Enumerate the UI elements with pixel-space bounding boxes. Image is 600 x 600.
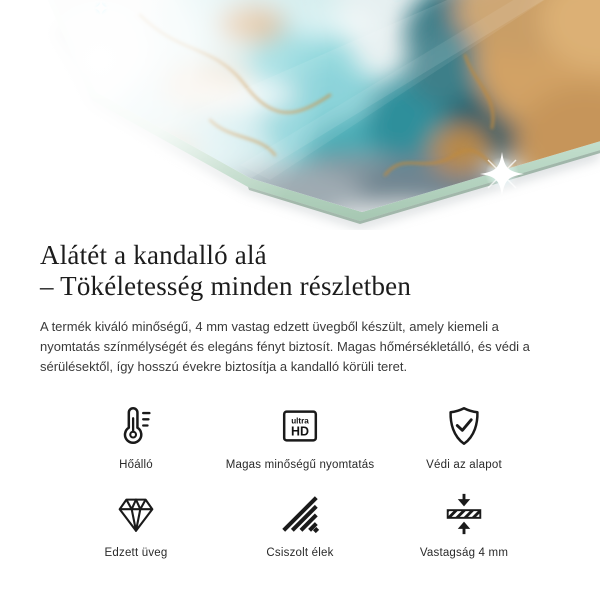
feature-tempered-glass [54,491,218,559]
feature-thickness [382,491,546,559]
page-title-line1: Alátét a kandalló alá [40,240,267,270]
polished-edges-icon [277,491,323,537]
feature-polished-edges [218,491,382,559]
feature-protects-base [382,403,546,471]
page-title [40,240,560,302]
feature-grid [40,403,560,559]
ultra-hd-icon-text-bottom: HD [291,424,309,439]
glass-panel-illustration [0,0,600,230]
feature-label: Magas minőségű nyomtatás [225,459,375,471]
product-description: A termék kiváló minőségű, 4 mm vastag edzett üvegből készült, amely kiemeli a nyomtatás színmélységét és elegáns fényt biztosít. Magas hőmérsékletálló, és védi a sérülésektől, így hosszú évekre biztosítja a kandalló körüli teret. [40,319,530,374]
shield-check-icon [441,403,487,449]
feature-label: Hőálló [119,459,153,471]
feature-heat-resistant [54,403,218,471]
content-section [0,240,600,559]
light-fade-overlay [0,0,430,230]
ultra-hd-icon-text-top: ultra [291,416,309,426]
diamond-icon [113,491,159,537]
ultra-hd-icon [277,403,323,449]
feature-label: Vastagság 4 mm [419,547,509,559]
feature-print-quality [218,403,382,471]
thickness-icon [441,491,487,537]
page-title-line2: – Tökéletesség minden részletben [40,271,412,301]
thermometer-icon [113,403,159,449]
feature-label: Védi az alapot [426,459,502,471]
feature-label: Csiszolt élek [266,547,334,559]
feature-label: Edzett üveg [104,547,168,559]
product-photo [0,0,600,230]
